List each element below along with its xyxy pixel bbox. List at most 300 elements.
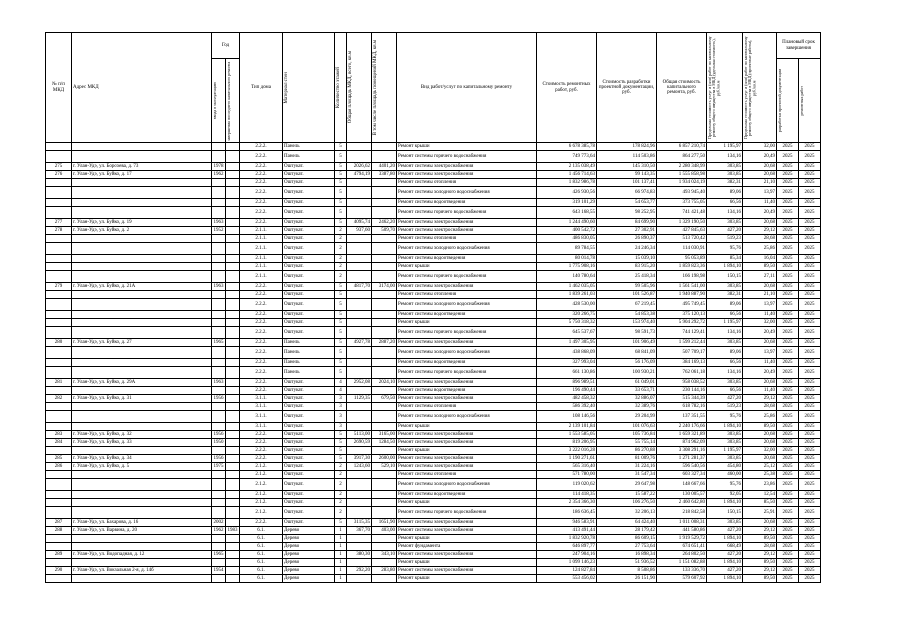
cell-y2	[226, 491, 240, 499]
cell-la	[372, 471, 397, 479]
cell-tc: 596 540,56	[657, 463, 707, 471]
cell-y1	[212, 271, 226, 283]
cell-fl: 5	[335, 179, 347, 187]
cell-y2	[226, 463, 240, 471]
cell-num	[46, 535, 72, 543]
cell-ta	[347, 559, 372, 567]
cell-m1: 89,06	[707, 347, 743, 359]
table-row	[46, 543, 821, 551]
cell-work: Ремонт системы отопления	[397, 235, 537, 243]
cell-rc: 1 456 714,63	[537, 171, 597, 179]
cell-rc: 1 775 908,16	[537, 263, 597, 271]
cell-m1: 427,20	[707, 567, 743, 575]
cell-num	[46, 575, 72, 583]
cell-rc: 1 244 490,60	[537, 219, 597, 227]
cell-tc: 384 169,13	[657, 359, 707, 367]
cell-y2	[226, 567, 240, 575]
cell-tc: 133 336,70	[657, 567, 707, 575]
cell-y1: 1962	[213, 171, 224, 177]
cell-mat: Оштукат.	[283, 379, 335, 387]
cell-ta	[347, 403, 372, 411]
cell-type: 2.2.2.	[240, 311, 283, 319]
cell-y1	[212, 359, 226, 367]
cell-p1: 2025	[777, 395, 799, 403]
cell-rc: 571 780,00	[537, 471, 597, 479]
cell-dc: 101 526,87	[597, 291, 657, 299]
cell-tc: 741 421,48	[657, 207, 707, 219]
cell-fl: 5	[335, 171, 347, 179]
cell-y1	[212, 479, 226, 491]
table-row	[46, 255, 821, 263]
cell-work: Ремонт системы электроснабжения	[397, 519, 537, 527]
cell-rc: 119 020,62	[537, 479, 597, 491]
cell-p2: 2025	[799, 499, 821, 507]
cell-y1	[212, 447, 226, 455]
cell-num: 275	[46, 163, 72, 171]
cell-fl: 5	[335, 187, 347, 199]
table-row	[46, 559, 821, 567]
cell-m2: 29,12	[743, 227, 777, 235]
cell-tc: 1 151 082,88	[657, 559, 707, 567]
cell-tc: 114 030,91	[657, 243, 707, 255]
cell-ta	[347, 243, 372, 255]
cell-p2: 2025	[799, 291, 821, 299]
cell-ta	[347, 271, 372, 283]
cell-type: 2.1.2.	[240, 479, 283, 491]
cell-p1: 2025	[777, 507, 799, 519]
cell-y2	[226, 255, 240, 263]
cell-mat: Панель	[283, 143, 335, 151]
cell-fl: 2	[335, 491, 347, 499]
cell-type: 6.1.	[240, 551, 283, 559]
cell-ta	[347, 447, 372, 455]
cell-tc: 579 607,92	[657, 575, 707, 583]
cell-type: 2.2.2.	[240, 447, 283, 455]
cell-fl: 5	[335, 299, 347, 311]
cell-addr	[72, 327, 212, 339]
cell-y2	[226, 395, 240, 403]
cell-addr	[72, 499, 212, 507]
cell-dc: 153 974,40	[597, 319, 657, 327]
cell-type: 2.2.2.	[240, 327, 283, 339]
cell-p2: 2025	[799, 263, 821, 271]
table-row	[46, 171, 821, 179]
cell-p2: 2025	[799, 283, 821, 291]
cell-m2: 11,40	[743, 359, 777, 367]
cell-ta	[347, 499, 372, 507]
header-floors: Количество этажей	[335, 33, 347, 143]
table-row	[46, 479, 821, 491]
cell-y2	[226, 319, 240, 327]
cell-m1: 427,20	[707, 527, 743, 535]
cell-mat: Оштукат.	[283, 263, 335, 271]
cell-mat: Оштукат.	[283, 227, 335, 235]
cell-la	[372, 479, 397, 491]
cell-work: Ремонт системы электроснабжения	[397, 339, 537, 347]
cell-mat: Оштукат.	[283, 411, 335, 423]
cell-rc: 646 897,77	[537, 543, 597, 551]
cell-m2: 89,50	[743, 559, 777, 567]
table-row	[46, 387, 821, 395]
cell-rc: 327 993,04	[537, 359, 597, 367]
cell-type: 2.2.2.	[240, 519, 283, 527]
cell-tc: 2 460 642,80	[657, 499, 707, 507]
cell-m1: 1 195,97	[707, 319, 743, 327]
cell-mat: Оштукат.	[283, 507, 335, 519]
cell-y2	[226, 143, 240, 151]
cell-p1: 2025	[777, 411, 799, 423]
cell-addr: г. Улан-Удэ, ул. Буйко, д. 33	[72, 439, 212, 447]
cell-m2: 27,11	[743, 271, 777, 283]
cell-mat: Оштукат.	[283, 319, 335, 327]
cell-addr	[72, 143, 212, 151]
cell-dc: 99 143,35	[597, 171, 657, 179]
cell-work: Ремонт системы электроснабжения	[397, 455, 537, 463]
cell-type: 3.1.1.	[240, 395, 283, 403]
cell-num	[46, 151, 72, 163]
cell-dc: 27 753,64	[597, 543, 657, 551]
cell-type: 2.2.2.	[240, 339, 283, 347]
cell-p1: 2025	[777, 551, 799, 559]
cell-ta	[347, 299, 372, 311]
cell-y2	[226, 387, 240, 395]
cell-tc: 1 659 321,89	[657, 431, 707, 439]
cell-tc: 874 962,09	[657, 439, 707, 447]
cell-y1	[212, 367, 226, 379]
cell-p2: 2025	[799, 507, 821, 519]
table-row	[46, 347, 821, 359]
cell-y1	[212, 535, 226, 543]
cell-mat: Оштукат.	[283, 447, 335, 455]
cell-rc: 661 130,86	[537, 367, 597, 379]
cell-m2: 28,68	[743, 543, 777, 551]
cell-m1: 95,76	[707, 411, 743, 423]
cell-num	[46, 143, 72, 151]
cell-m2: 20,49	[743, 207, 777, 219]
table-row	[46, 367, 821, 379]
cell-dc: 31 224,16	[597, 463, 657, 471]
cell-y2	[226, 283, 240, 291]
cell-m2: 25,86	[743, 243, 777, 255]
cell-p1: 2025	[777, 299, 799, 311]
cell-type: 2.2.2.	[240, 163, 283, 171]
cell-y1: 1965	[213, 551, 224, 557]
cell-y2	[226, 367, 240, 379]
cell-rc: 486 830,05	[537, 235, 597, 243]
cell-ta	[347, 151, 372, 163]
cell-y2	[226, 187, 240, 199]
cell-addr	[72, 199, 212, 207]
cell-y2	[226, 299, 240, 311]
cell-ta: 380,30	[347, 551, 372, 559]
cell-y1	[212, 187, 226, 199]
cell-y1	[212, 499, 226, 507]
cell-work: Ремонт системы горячего водоснабжения	[397, 327, 537, 339]
table-row	[46, 207, 821, 219]
cell-type: 2.2.2.	[240, 207, 283, 219]
table-row	[46, 339, 821, 347]
cell-type: 2.1.2.	[240, 471, 283, 479]
cell-fl: 5	[335, 347, 347, 359]
cell-work: Ремонт системы электроснабжения	[397, 551, 537, 559]
table-row	[46, 567, 821, 575]
cell-addr	[72, 271, 212, 283]
cell-y1	[212, 327, 226, 339]
cell-rc: 320 266,75	[537, 311, 597, 319]
cell-work: Ремонт системы горячего водоснабжения	[397, 271, 537, 283]
cell-p1: 2025	[777, 347, 799, 359]
cell-type: 2.2.2.	[240, 151, 283, 163]
cell-work: Ремонт системы водоотведения	[397, 387, 537, 395]
cell-addr	[72, 367, 212, 379]
table-row	[46, 243, 821, 255]
cell-m2: 13,97	[743, 347, 777, 359]
cell-m2: 20,68	[743, 163, 777, 171]
cell-p2: 2025	[799, 411, 821, 423]
cell-fl: 5	[335, 207, 347, 219]
cell-p2: 2025	[799, 403, 821, 411]
cell-m2: 21,10	[743, 291, 777, 299]
cell-type: 2.2.2.	[240, 387, 283, 395]
cell-rc: 645 537,67	[537, 327, 597, 339]
cell-ta	[347, 235, 372, 243]
cell-p1: 2025	[777, 339, 799, 347]
cell-dc: 61 049,01	[597, 379, 657, 387]
cell-p2: 2025	[799, 347, 821, 359]
cell-p2: 2025	[799, 151, 821, 163]
cell-y1	[212, 179, 226, 187]
cell-p2: 2025	[799, 491, 821, 499]
cell-work: Ремонт системы электроснабжения	[397, 227, 537, 235]
table-row	[46, 299, 821, 311]
cell-fl: 5	[335, 359, 347, 367]
cell-ta	[347, 471, 372, 479]
header-total-area: Общая площадь МКД, всего, кв.м	[347, 33, 372, 143]
cell-p2: 2025	[799, 379, 821, 387]
cell-rc: 186 636,45	[537, 507, 597, 519]
cell-type: 6.1.	[240, 535, 283, 543]
table-row	[46, 535, 821, 543]
cell-m1: 89,06	[707, 187, 743, 199]
cell-type: 2.2.2.	[240, 455, 283, 463]
cell-ta	[347, 491, 372, 499]
cell-dc: 33 653,71	[597, 387, 657, 395]
cell-m1: 1 195,97	[707, 447, 743, 455]
cell-m1: 668,49	[707, 543, 743, 551]
cell-ta	[347, 291, 372, 299]
cell-ta	[347, 575, 372, 583]
cell-type: 2.1.1.	[240, 255, 283, 263]
cell-fl: 1	[335, 567, 347, 575]
cell-ta	[347, 207, 372, 219]
cell-m2: 32,00	[743, 319, 777, 327]
header-planned-group: Плановый срок завершения	[777, 33, 821, 59]
cell-tc: 674 651,41	[657, 543, 707, 551]
cell-ta: 3115,35	[347, 519, 372, 527]
table-row	[46, 271, 821, 283]
cell-work: Ремонт крыши	[397, 535, 537, 543]
cell-y2	[226, 379, 240, 387]
cell-m1: 95,76	[707, 479, 743, 491]
cell-fl: 5	[335, 143, 347, 151]
cell-work: Ремонт системы водоотведения	[397, 491, 537, 499]
cell-p2: 2025	[799, 171, 821, 179]
cell-rc: 749 773,64	[537, 151, 597, 163]
cell-p2: 2025	[799, 567, 821, 575]
cell-num: 281	[46, 379, 72, 387]
cell-p1: 2025	[777, 199, 799, 207]
cell-num: 288	[46, 527, 72, 535]
cell-la	[372, 499, 397, 507]
table-row	[46, 551, 821, 559]
cell-la	[372, 347, 397, 359]
cell-m2: 11,40	[743, 387, 777, 395]
cell-mat: Оштукат.	[283, 235, 335, 243]
cell-p1: 2025	[777, 535, 799, 543]
cell-p1: 2025	[777, 447, 799, 455]
cell-work: Ремонт системы отопления	[397, 291, 537, 299]
cell-tc: 493 945,40	[657, 187, 707, 199]
table-row	[46, 179, 821, 187]
cell-y2	[226, 559, 240, 567]
cell-type: 2.2.2.	[240, 439, 283, 447]
cell-addr: г. Улан-Удэ, ул. Буйко, д. 2	[72, 227, 212, 235]
cell-p1: 2025	[777, 207, 799, 219]
cell-m1: 427,20	[707, 227, 743, 235]
cell-work: Ремонт системы холодного водоснабжения	[397, 299, 537, 311]
cell-fl: 5	[335, 327, 347, 339]
cell-mat: Оштукат.	[283, 271, 335, 283]
cell-rc: 1 832 920,78	[537, 535, 597, 543]
cell-mat: Оштукат.	[283, 163, 335, 171]
cell-la	[372, 243, 397, 255]
cell-y2	[226, 151, 240, 163]
cell-tc: 618 782,16	[657, 403, 707, 411]
cell-ta	[347, 199, 372, 207]
cell-m2: 85,50	[743, 499, 777, 507]
cell-y2	[226, 263, 240, 271]
cell-tc: 1 271 281,37	[657, 455, 707, 463]
table-row	[46, 499, 821, 507]
cell-type: 2.2.2.	[240, 143, 283, 151]
cell-fl: 1	[335, 535, 347, 543]
cell-y1	[212, 151, 226, 163]
cell-mat: Панель	[283, 367, 335, 379]
cell-type: 2.1.1.	[240, 227, 283, 235]
cell-num	[46, 499, 72, 507]
cell-type: 2.2.2.	[240, 379, 283, 387]
cell-y1	[212, 299, 226, 311]
cell-mat: Дерево	[283, 535, 335, 543]
cell-dc: 26 151,90	[597, 575, 657, 583]
cell-work: Ремонт системы водоотведения	[397, 255, 537, 263]
cell-num	[46, 367, 72, 379]
cell-addr	[72, 543, 212, 551]
cell-ta	[347, 359, 372, 367]
cell-num	[46, 187, 72, 199]
cell-la	[372, 271, 397, 283]
cell-p2: 2025	[799, 447, 821, 455]
cell-m2: 32,00	[743, 447, 777, 455]
cell-y2	[226, 347, 240, 359]
cell-mat: Оштукат.	[283, 403, 335, 411]
cell-rc: 1 190 271,61	[537, 455, 597, 463]
cell-p1: 2025	[777, 431, 799, 439]
cell-mat: Дерево	[283, 543, 335, 551]
cell-addr: г. Улан-Удэ, ул. Буйко, д. 34	[72, 455, 212, 463]
cell-work: Ремонт системы водоотведения	[397, 359, 537, 367]
cell-mat: Оштукат.	[283, 431, 335, 439]
cell-m1: 427,20	[707, 395, 743, 403]
cell-y2	[226, 447, 240, 455]
cell-fl: 4	[335, 387, 347, 395]
cell-dc: 98 252,95	[597, 207, 657, 219]
cell-ta	[347, 327, 372, 339]
cell-addr	[72, 387, 212, 395]
header-max-cost-1: Предельная стоимость услуг и (или) работ по капитальному ремонту общего имущества в МКД (удельная стоимость), руб./кв.м	[707, 33, 743, 143]
cell-la: 529,10	[372, 463, 397, 471]
cell-y1: 1954	[213, 567, 224, 573]
cell-addr	[72, 575, 212, 583]
cell-addr	[72, 311, 212, 319]
cell-num	[46, 263, 72, 271]
cell-p1: 2025	[777, 319, 799, 327]
table-row	[46, 455, 821, 463]
cell-p1: 2025	[777, 471, 799, 479]
cell-p1: 2025	[777, 255, 799, 263]
cell-ta	[347, 143, 372, 151]
cell-fl: 5	[335, 163, 347, 171]
cell-la: 2024,10	[372, 379, 397, 387]
cell-type: 6.1.	[240, 543, 283, 551]
header-max-cost-2: Предельная стоимость услуг и (или) работ по капитальному ремонту общего имущества в МКД (проектные работы), руб./кв.м	[743, 33, 777, 143]
cell-p1: 2025	[777, 291, 799, 299]
cell-m2: 20,68	[743, 283, 777, 291]
cell-addr: г. Улан-Удэ, ул. Буйко, д. 17	[72, 171, 212, 179]
cell-num	[46, 423, 72, 431]
cell-mat: Оштукат.	[283, 519, 335, 527]
cell-y2	[226, 199, 240, 207]
cell-dc: 24 246,34	[597, 243, 657, 255]
cell-tc: 513 720,42	[657, 235, 707, 243]
cell-ta	[347, 423, 372, 431]
cell-m1: 66,56	[707, 199, 743, 207]
cell-m2: 29,12	[743, 567, 777, 575]
cell-type: 2.1.2.	[240, 491, 283, 499]
cell-la	[372, 507, 397, 519]
cell-mat: Оштукат.	[283, 199, 335, 207]
cell-y2	[226, 543, 240, 551]
cell-dc: 31 547,34	[597, 471, 657, 479]
cell-addr	[72, 491, 212, 499]
cell-tc: 1 940 887,90	[657, 291, 707, 299]
cell-fl: 1	[335, 575, 347, 583]
cell-y1: 1956	[213, 455, 224, 461]
cell-dc: 27 302,91	[597, 227, 657, 235]
cell-m2: 20,49	[743, 327, 777, 339]
cell-y1	[212, 319, 226, 327]
cell-m2: 29,12	[743, 395, 777, 403]
cell-mat: Оштукат.	[283, 243, 335, 255]
cell-mat: Панель	[283, 339, 335, 347]
cell-p2: 2025	[799, 519, 821, 527]
table-row	[46, 163, 821, 171]
cell-la: 2462,20	[372, 219, 397, 227]
cell-num	[46, 327, 72, 339]
table-row	[46, 311, 821, 319]
cell-type: 2.2.2.	[240, 299, 283, 311]
cell-p2: 2025	[799, 559, 821, 567]
